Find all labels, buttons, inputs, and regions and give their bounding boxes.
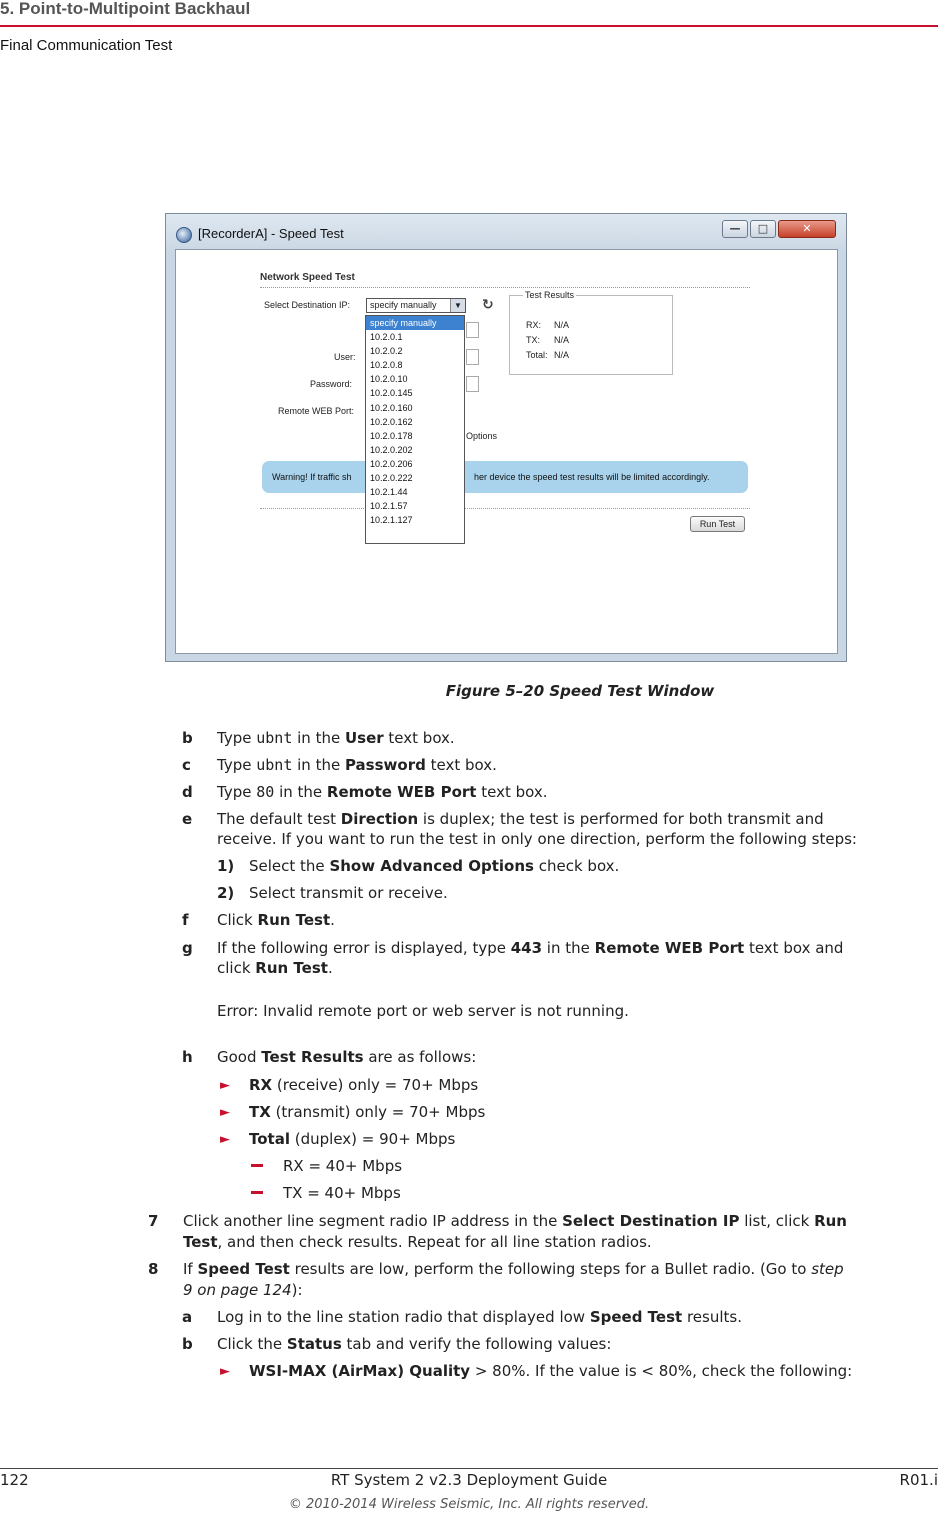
dropdown-option[interactable]: 10.2.1.44 <box>370 487 408 498</box>
text: in the <box>292 756 345 774</box>
window-frame <box>165 213 847 662</box>
warning-text-start: Warning! If traffic sh <box>272 472 352 482</box>
text: in the <box>274 783 327 801</box>
password-label: Password: <box>310 379 353 389</box>
step-letter: a <box>182 1308 193 1326</box>
dropdown-option[interactable]: 10.2.0.202 <box>370 444 413 455</box>
text: Select the <box>249 857 330 875</box>
speed-test-screenshot <box>165 213 847 662</box>
ui-term: Speed Test <box>197 1260 290 1278</box>
step-e-line2: receive. If you want to run the test in only one direction, perform the following steps: <box>217 830 857 848</box>
dropdown-option[interactable]: specify manually <box>366 316 464 330</box>
text: list, click <box>739 1212 815 1230</box>
revision: R01.i <box>899 1471 938 1489</box>
maximize-button[interactable]: □ <box>750 220 776 238</box>
text: text box. <box>476 783 548 801</box>
text: Click the <box>217 1335 287 1353</box>
text: The default test <box>217 810 341 828</box>
text: Log in to the line station radio that displayed low <box>217 1308 590 1326</box>
text: Good <box>217 1048 262 1066</box>
step-8b-text <box>217 1334 611 1355</box>
ui-term: Speed Test <box>589 1308 683 1326</box>
step-d-text <box>217 782 547 803</box>
text: text box. <box>425 756 497 774</box>
user-field[interactable] <box>466 349 479 365</box>
ui-term: Test <box>183 1233 218 1251</box>
dropdown-option[interactable]: 10.2.0.206 <box>370 458 413 469</box>
text: ): <box>291 1281 303 1299</box>
text: Click <box>217 911 258 929</box>
text: Click another line segment radio IP address in the <box>183 1212 563 1230</box>
result-tx <box>249 1102 485 1123</box>
test-results-title: Test Results <box>525 290 575 300</box>
step-b-text <box>217 728 455 749</box>
text: Type <box>217 756 257 774</box>
text: (duplex) = 90+ Mbps <box>289 1130 456 1148</box>
ui-term: Remote WEB Port <box>326 783 477 801</box>
cross-reference-link[interactable]: 9 on page 124 <box>183 1281 292 1299</box>
figure-caption-text: Figure 5–20 Speed Test Window <box>445 682 715 700</box>
step-letter: c <box>182 756 191 774</box>
copyright: © 2010-2014 Wireless Seismic, Inc. All rights reserved. <box>288 1497 650 1512</box>
text: tab and verify the following values: <box>341 1335 612 1353</box>
result-total-rx: RX = 40+ Mbps <box>283 1157 403 1175</box>
text: text box. <box>383 729 455 747</box>
step-letter: d <box>182 783 193 801</box>
chevron-down-icon[interactable]: ▼ <box>450 299 465 312</box>
text: text box and <box>744 939 844 957</box>
step-letter: f <box>182 911 189 929</box>
result-rx <box>249 1075 478 1096</box>
ui-term: Direction <box>340 810 419 828</box>
password-field[interactable] <box>466 376 479 392</box>
step-7-line2 <box>183 1232 652 1253</box>
ui-term: User <box>344 729 384 747</box>
step-letter: g <box>182 939 193 957</box>
substep-number: 1) <box>217 857 235 875</box>
dropdown-option[interactable]: 10.2.0.162 <box>370 416 413 427</box>
ui-term: Test Results <box>261 1048 364 1066</box>
ui-term: Run <box>814 1212 847 1230</box>
step-8a-text <box>217 1307 742 1328</box>
tx-value: N/A <box>554 335 570 345</box>
dropdown-option[interactable]: 10.2.0.145 <box>370 388 413 399</box>
step-g-line2 <box>217 958 333 979</box>
window-client <box>175 249 838 654</box>
ui-term: Status <box>286 1335 342 1353</box>
header-rule <box>0 25 938 27</box>
ui-term: WSI-MAX (AirMax) Quality <box>249 1362 471 1380</box>
text: results are low, perform the following steps for a Bullet radio. (Go to <box>289 1260 812 1278</box>
text: . <box>327 959 333 977</box>
dash-bullet-icon <box>251 1191 263 1194</box>
cross-reference-link[interactable]: step <box>811 1260 844 1278</box>
text: > 80%. If the value is < 80%, check the following: <box>470 1362 853 1380</box>
text: click <box>217 959 256 977</box>
step-g-text <box>217 938 843 959</box>
dropdown-option[interactable]: 10.2.0.10 <box>370 374 408 385</box>
rx-value: N/A <box>554 320 570 330</box>
bullet-triangle-icon: ► <box>220 1132 230 1147</box>
dest-ip-label: Select Destination IP: <box>264 300 351 310</box>
footer-rule <box>0 1468 938 1469</box>
warning-text-end: her device the speed test results will be limited accordingly. <box>474 472 710 482</box>
step-h-text <box>217 1047 476 1068</box>
text: , and then check results. Repeat for all line station radios. <box>217 1233 652 1251</box>
ui-term: Select Destination IP <box>562 1212 740 1230</box>
dropdown-option[interactable]: 10.2.0.8 <box>370 360 403 371</box>
chapter-title: 5. Point-to-Multipoint Backhaul <box>0 0 251 18</box>
dropdown-option[interactable]: 10.2.0.178 <box>370 430 413 441</box>
ui-term: Show Advanced Options <box>329 857 534 875</box>
user-label: User: <box>334 352 356 362</box>
page-number: 122 <box>0 1471 29 1489</box>
result-total-tx: TX = 40+ Mbps <box>283 1184 401 1202</box>
dropdown-option[interactable]: 10.2.0.1 <box>370 332 403 343</box>
step-e-text <box>217 809 824 830</box>
dropdown-option[interactable]: 10.2.1.57 <box>370 501 408 512</box>
ip-field[interactable] <box>466 322 479 338</box>
step-number: 7 <box>148 1212 159 1230</box>
text: Type <box>217 729 257 747</box>
substep-number: 2) <box>217 884 235 902</box>
port-label: Remote WEB Port: <box>278 406 355 416</box>
text: (receive) only = 70+ Mbps <box>272 1076 479 1094</box>
divider <box>260 287 750 288</box>
ui-term: Password <box>344 756 426 774</box>
dropdown-option[interactable]: 10.2.0.160 <box>370 402 413 413</box>
section-title: Final Communication Test <box>0 37 173 54</box>
minimize-button[interactable]: — <box>722 220 748 238</box>
ui-term: Total <box>249 1130 290 1148</box>
divider <box>260 508 750 509</box>
text: in the <box>542 939 595 957</box>
tx-label: TX: <box>526 335 541 345</box>
text: If the following error is displayed, type <box>217 939 511 957</box>
text: check box. <box>533 857 620 875</box>
code-value: 80 <box>256 783 275 801</box>
step-letter: h <box>182 1048 193 1066</box>
total-label: Total: <box>526 350 548 360</box>
bullet-triangle-icon: ► <box>220 1078 230 1093</box>
text: are as follows: <box>363 1048 477 1066</box>
step-number: 8 <box>148 1260 159 1278</box>
step-f-text <box>217 910 335 931</box>
text: If <box>183 1260 198 1278</box>
dash-bullet-icon <box>251 1164 263 1167</box>
refresh-icon[interactable]: ↻ <box>482 297 494 313</box>
dest-ip-value: specify manually <box>370 300 437 310</box>
code-value: ubnt <box>256 756 293 774</box>
step-c-text <box>217 755 497 776</box>
text: results. <box>682 1308 742 1326</box>
dest-ip-select[interactable] <box>366 298 466 313</box>
ui-term: Run Test <box>257 911 331 929</box>
step-e2-text: Select transmit or receive. <box>249 884 448 902</box>
dropdown-option[interactable]: 10.2.0.2 <box>370 346 403 357</box>
window-title: [RecorderA] - Speed Test <box>198 226 344 241</box>
dest-ip-dropdown[interactable] <box>365 315 465 544</box>
run-test-button[interactable]: Run Test <box>690 516 745 532</box>
text: Type <box>217 783 257 801</box>
step-8-line2 <box>183 1280 303 1301</box>
step-letter: e <box>182 810 193 828</box>
bullet-triangle-icon: ► <box>220 1105 230 1120</box>
step-letter: b <box>182 1335 193 1353</box>
bullet-triangle-icon: ► <box>220 1364 230 1379</box>
figure-caption <box>0 682 938 700</box>
rx-label: RX: <box>526 320 542 330</box>
text: . <box>330 911 335 929</box>
ui-term: Remote WEB Port <box>594 939 745 957</box>
total-value: N/A <box>554 350 570 360</box>
ui-term: RX <box>249 1076 273 1094</box>
result-total <box>249 1129 455 1150</box>
close-button[interactable]: ✕ <box>778 220 836 238</box>
document-title: RT System 2 v2.3 Deployment Guide <box>330 1471 608 1489</box>
text: (transmit) only = 70+ Mbps <box>270 1103 486 1121</box>
step-8-text <box>183 1259 844 1280</box>
dropdown-option[interactable]: 10.2.1.127 <box>370 515 413 526</box>
dropdown-option[interactable]: 10.2.0.222 <box>370 473 413 484</box>
step-e1-text <box>249 856 619 877</box>
network-speed-test-heading: Network Speed Test <box>260 272 355 283</box>
step-letter: b <box>182 729 193 747</box>
text: in the <box>292 729 345 747</box>
ui-term: TX <box>249 1103 271 1121</box>
text: is duplex; the test is performed for both transmit and <box>418 810 824 828</box>
code-value: ubnt <box>256 729 293 747</box>
wsi-max-quality <box>249 1361 852 1382</box>
app-icon <box>176 227 192 243</box>
ui-term: 443 <box>510 939 543 957</box>
ui-term: Run Test <box>255 959 328 977</box>
advanced-options-label: Options <box>466 431 498 441</box>
step-7-text <box>183 1211 847 1232</box>
error-message: Error: Invalid remote port or web server is not running. <box>217 1002 629 1020</box>
